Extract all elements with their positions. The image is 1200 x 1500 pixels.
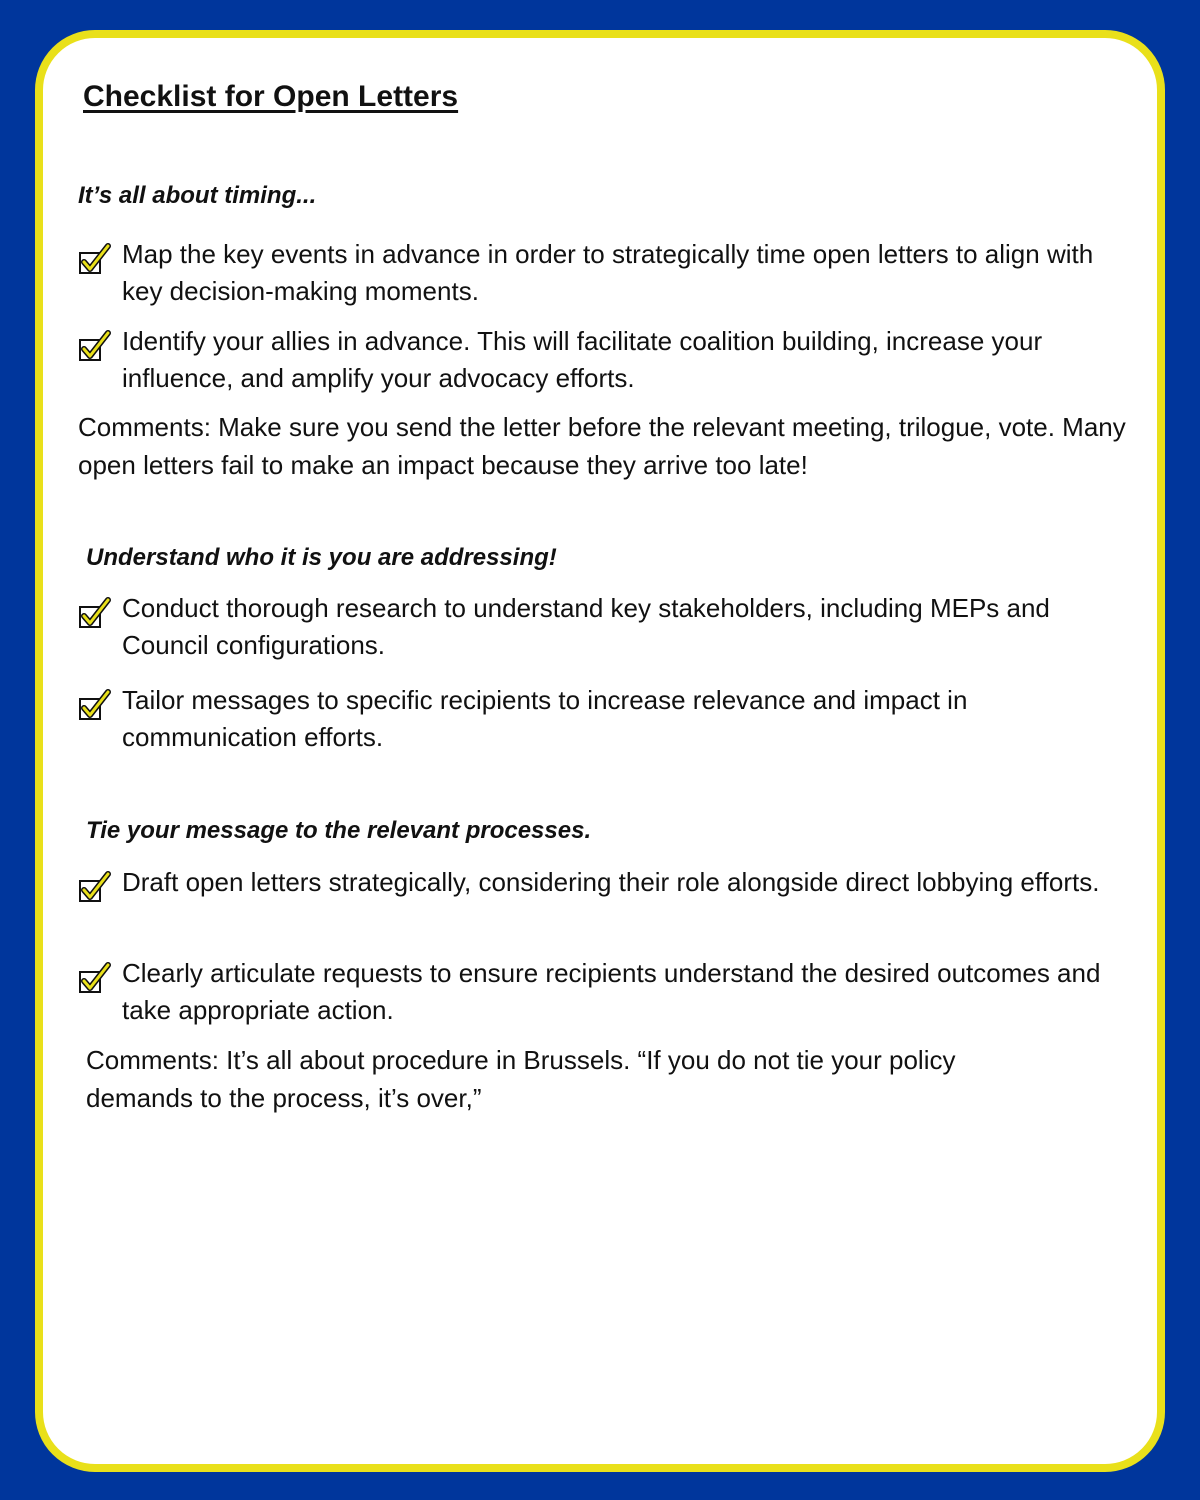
checklist-item [78, 590, 1133, 664]
checklist-item-text: Clearly articulate requests to ensure recipients understand the desired outcomes and take appropriate action. [122, 958, 1101, 1025]
checkbox-checked-icon [78, 242, 114, 278]
checklist-item-text: Identify your allies in advance. This will facilitate coalition building, increase your influence, and amplify your advocacy efforts. [122, 326, 1043, 393]
checklist-item [78, 682, 1133, 756]
checklist-item [78, 236, 1133, 310]
checkbox-checked-icon [78, 961, 114, 997]
checkbox-checked-icon [78, 596, 114, 632]
checklist-item [78, 955, 1133, 1029]
checklist-item [78, 864, 1133, 906]
section-heading-addressing: Understand who it is you are addressing! [86, 544, 557, 571]
section-heading-processes: Tie your message to the relevant processes. [86, 817, 592, 844]
checklist-item-text: Tailor messages to specific recipients to increase relevance and impact in communication efforts. [122, 685, 968, 752]
checkbox-checked-icon [78, 688, 114, 724]
comment-timing: Comments: Make sure you send the letter before the relevant meeting, trilogue, vote. Many open letters fail to make an impact because they arrive too late! [78, 412, 1126, 480]
section-heading-timing: It’s all about timing... [78, 182, 317, 209]
checkbox-checked-icon [78, 329, 114, 365]
checklist-item-text: Conduct thorough research to understand key stakeholders, including MEPs and Council configurations. [122, 593, 1050, 660]
page-title: Checklist for Open Letters [83, 80, 459, 113]
checklist-item-text: Draft open letters strategically, considering their role alongside direct lobbying efforts. [122, 867, 1100, 897]
checklist-item [78, 323, 1133, 397]
checkbox-checked-icon [78, 870, 114, 906]
comment-processes: Comments: It’s all about procedure in Brussels. “If you do not tie your policy demands to the process, it’s over,” [86, 1045, 956, 1113]
checklist-item-text: Map the key events in advance in order to strategically time open letters to align with key decision-making moments. [122, 239, 1094, 306]
